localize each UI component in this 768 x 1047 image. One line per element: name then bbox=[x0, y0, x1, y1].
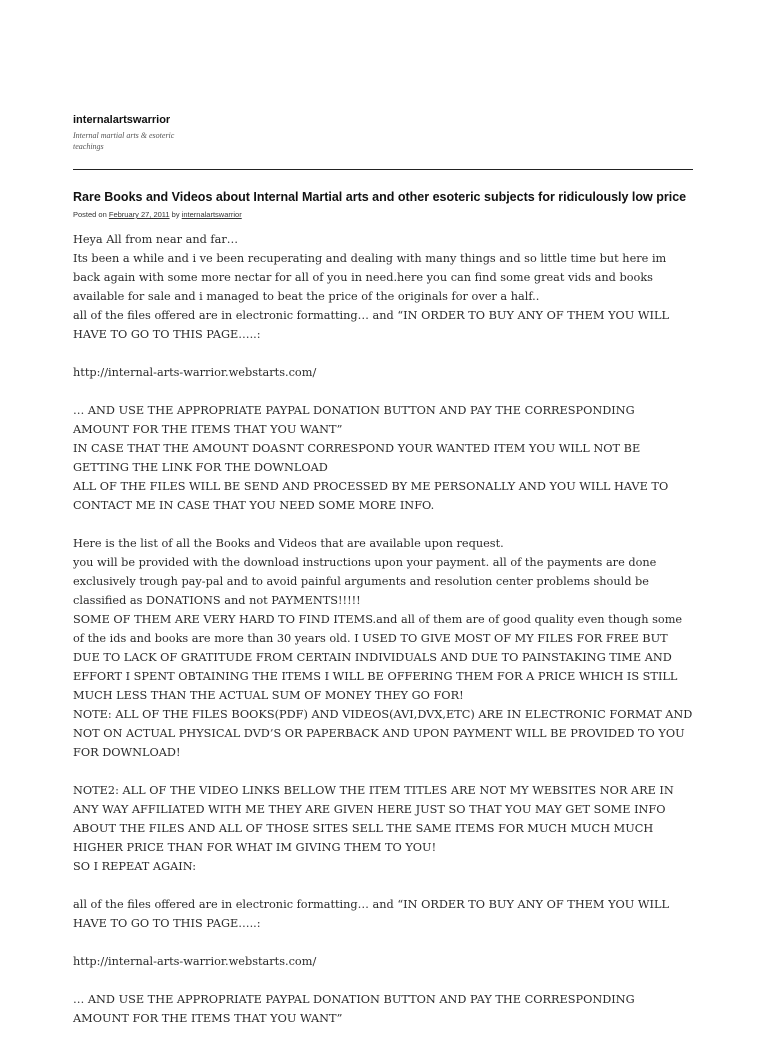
post-author-link[interactable]: internalartswarrior bbox=[181, 210, 242, 219]
text-line: Its been a while and i ve been recuperating and dealing with many things and so little time but here im back again with some more nectar for all of you in need.here you can find some great vids and books available for sale and i managed to beat the price of the originals for over a half.. bbox=[73, 252, 667, 303]
post-content bbox=[73, 230, 693, 1028]
post-title: Rare Books and Videos about Internal Martial arts and other esoteric subjects for ridiculously low price bbox=[73, 190, 687, 204]
text-line: ALL OF THE FILES WILL BE SEND AND PROCESSED BY ME PERSONALLY AND YOU WILL HAVE TO CONTACT ME IN CASE THAT YOU NEED SOME MORE INFO. bbox=[73, 480, 669, 512]
header-divider bbox=[73, 169, 693, 170]
paragraph-instructions bbox=[73, 401, 693, 515]
post bbox=[73, 188, 693, 1028]
text-line: SOME OF THEM ARE VERY HARD TO FIND ITEMS.and all of them are of good quality even though some of the ids and books are more than 30 years old. I USED TO GIVE MOST OF MY FILES FOR FREE BUT DUE TO LACK OF GRATITUDE FROM CERTAIN INDIVIDUALS AND DUE TO PAINSTAKING TIME AND EFFORT I SPENT OBTAINING THE ITEMS I WILL BE OFFERING THEM FOR A PRICE WHICH IS STILL MUCH LESS THAN THE ACTUAL SUM OF MONEY THEY GO FOR! bbox=[73, 613, 683, 702]
text-line: you will be provided with the download instructions upon your payment. all of the payments are done exclusively trough pay-pal and to avoid painful arguments and resolution center problems should be classified as DONATIONS and not PAYMENTS!!!!! bbox=[73, 556, 657, 607]
meta-by-label: by bbox=[169, 210, 182, 219]
page bbox=[73, 0, 693, 1047]
text-line: NOTE: ALL OF THE FILES BOOKS(PDF) AND VIDEOS(AVI,DVX,ETC) ARE IN ELECTRONIC FORMAT AND NOT ON ACTUAL PHYSICAL DVD’S OR PAPERBACK AND UPON PAYMENT WILL BE PROVIDED TO YOU FOR DOWNLOAD! bbox=[73, 708, 693, 759]
paragraph-repeat bbox=[73, 895, 693, 933]
paragraph-intro bbox=[73, 230, 693, 344]
meta-posted-on-label: Posted on bbox=[73, 210, 109, 219]
site-description: Internal martial arts & esoteric teachings bbox=[73, 131, 175, 151]
text-line: Heya All from near and far… bbox=[73, 233, 239, 246]
paragraph-donation bbox=[73, 990, 693, 1028]
paragraph-note2 bbox=[73, 781, 693, 876]
post-meta bbox=[73, 210, 693, 220]
text-line: SO I REPEAT AGAIN: bbox=[73, 860, 197, 873]
paragraph-url-2 bbox=[73, 952, 693, 971]
store-url-text: http://internal-arts-warrior.webstarts.com/ bbox=[73, 955, 317, 968]
paragraph-url-1 bbox=[73, 363, 693, 382]
text-line: IN CASE THAT THE AMOUNT DOASNT CORRESPOND YOUR WANTED ITEM YOU WILL NOT BE GETTING THE LINK FOR THE DOWNLOAD bbox=[73, 442, 641, 474]
post-date-link[interactable]: February 27, 2011 bbox=[108, 210, 170, 219]
text-line: all of the files offered are in electronic formatting… and “IN ORDER TO BUY ANY OF THEM YOU WILL HAVE TO GO TO THIS PAGE…..: bbox=[73, 898, 669, 930]
text-line: NOTE2: ALL OF THE VIDEO LINKS BELLOW THE ITEM TITLES ARE NOT MY WEBSITES NOR ARE IN ANY WAY AFFILIATED WITH ME THEY ARE GIVEN HERE JUST SO THAT YOU MAY GET SOME INFO ABOUT THE FILES AND ALL OF THOSE SITES SELL THE SAME ITEMS FOR MUCH MUCH MUCH HIGHER PRICE THAN FOR WHAT IM GIVING THEM TO YOU! bbox=[73, 784, 674, 854]
site-title-link[interactable]: internalartswarrior bbox=[73, 114, 171, 126]
text-line: … AND USE THE APPROPRIATE PAYPAL DONATION BUTTON AND PAY THE CORRESPONDING AMOUNT FOR THE ITEMS THAT YOU WANT” bbox=[73, 993, 635, 1025]
text-line: … AND USE THE APPROPRIATE PAYPAL DONATION BUTTON AND PAY THE CORRESPONDING AMOUNT FOR THE ITEMS THAT YOU WANT” bbox=[73, 404, 635, 436]
store-url-text: http://internal-arts-warrior.webstarts.com/ bbox=[73, 366, 317, 379]
text-line: all of the files offered are in electronic formatting… and “IN ORDER TO BUY ANY OF THEM YOU WILL HAVE TO GO TO THIS PAGE…..: bbox=[73, 309, 669, 341]
paragraph-list-intro bbox=[73, 534, 693, 762]
site-header bbox=[73, 0, 693, 152]
text-line: Here is the list of all the Books and Videos that are available upon request. bbox=[73, 537, 504, 550]
